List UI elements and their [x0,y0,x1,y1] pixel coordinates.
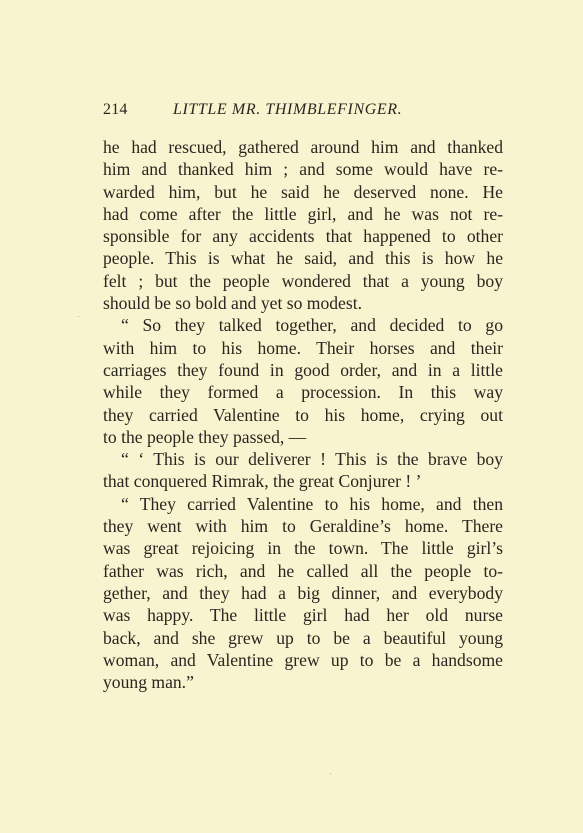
text-line: that conquered Rimrak, the great Conjurer ! ’ [103,471,422,492]
text-line: “ They carried Valentine to his home, and then [121,493,503,514]
text-line: to the people they passed, — [103,426,307,447]
text-line: while they formed a procession. In this way [103,382,503,403]
text-line: was happy. The little girl had her old nurse [103,605,503,626]
text-line: with him to his home. Their horses and their [103,337,503,358]
text-line: woman, and Valentine grew up to be a handsome [103,649,503,670]
text-line: “ So they talked together, and decided to go [121,315,503,336]
text-line: sponsible for any accidents that happened to other [103,226,503,247]
text-line: him and thanked him ; and some would have re- [103,159,503,180]
text-line: should be so bold and yet so modest. [103,293,363,314]
text-line: “ ‘ This is our deliverer ! This is the brave boy [121,449,503,470]
running-title: LITTLE MR. THIMBLEFINGER. [173,101,403,118]
text-line: felt ; but the people wondered that a young boy [103,270,503,291]
paper-speck [78,316,79,317]
text-line: they went with him to Geraldine’s home. There [103,516,503,537]
text-line: had come after the little girl, and he was not re- [103,203,503,224]
text-line: they carried Valentine to his home, crying out [103,404,503,425]
page-number: 214 [103,101,128,118]
text-line: gether, and they had a big dinner, and everybody [103,582,503,603]
text-line: people. This is what he said, and this is how he [103,248,503,269]
text-line: warded him, but he said he deserved none. He [103,181,503,202]
paper-speck [330,773,331,774]
text-line: father was rich, and he called all the people to- [103,560,503,581]
text-line: young man.” [103,672,194,693]
text-line: was great rejoicing in the town. The little girl’s [103,538,503,559]
text-line: carriages they found in good order, and in a little [103,359,503,380]
running-head [103,101,503,119]
text-line: he had rescued, gathered around him and thanked [103,137,503,157]
text-line: back, and she grew up to be a beautiful young [103,627,503,648]
body-text [103,136,503,693]
